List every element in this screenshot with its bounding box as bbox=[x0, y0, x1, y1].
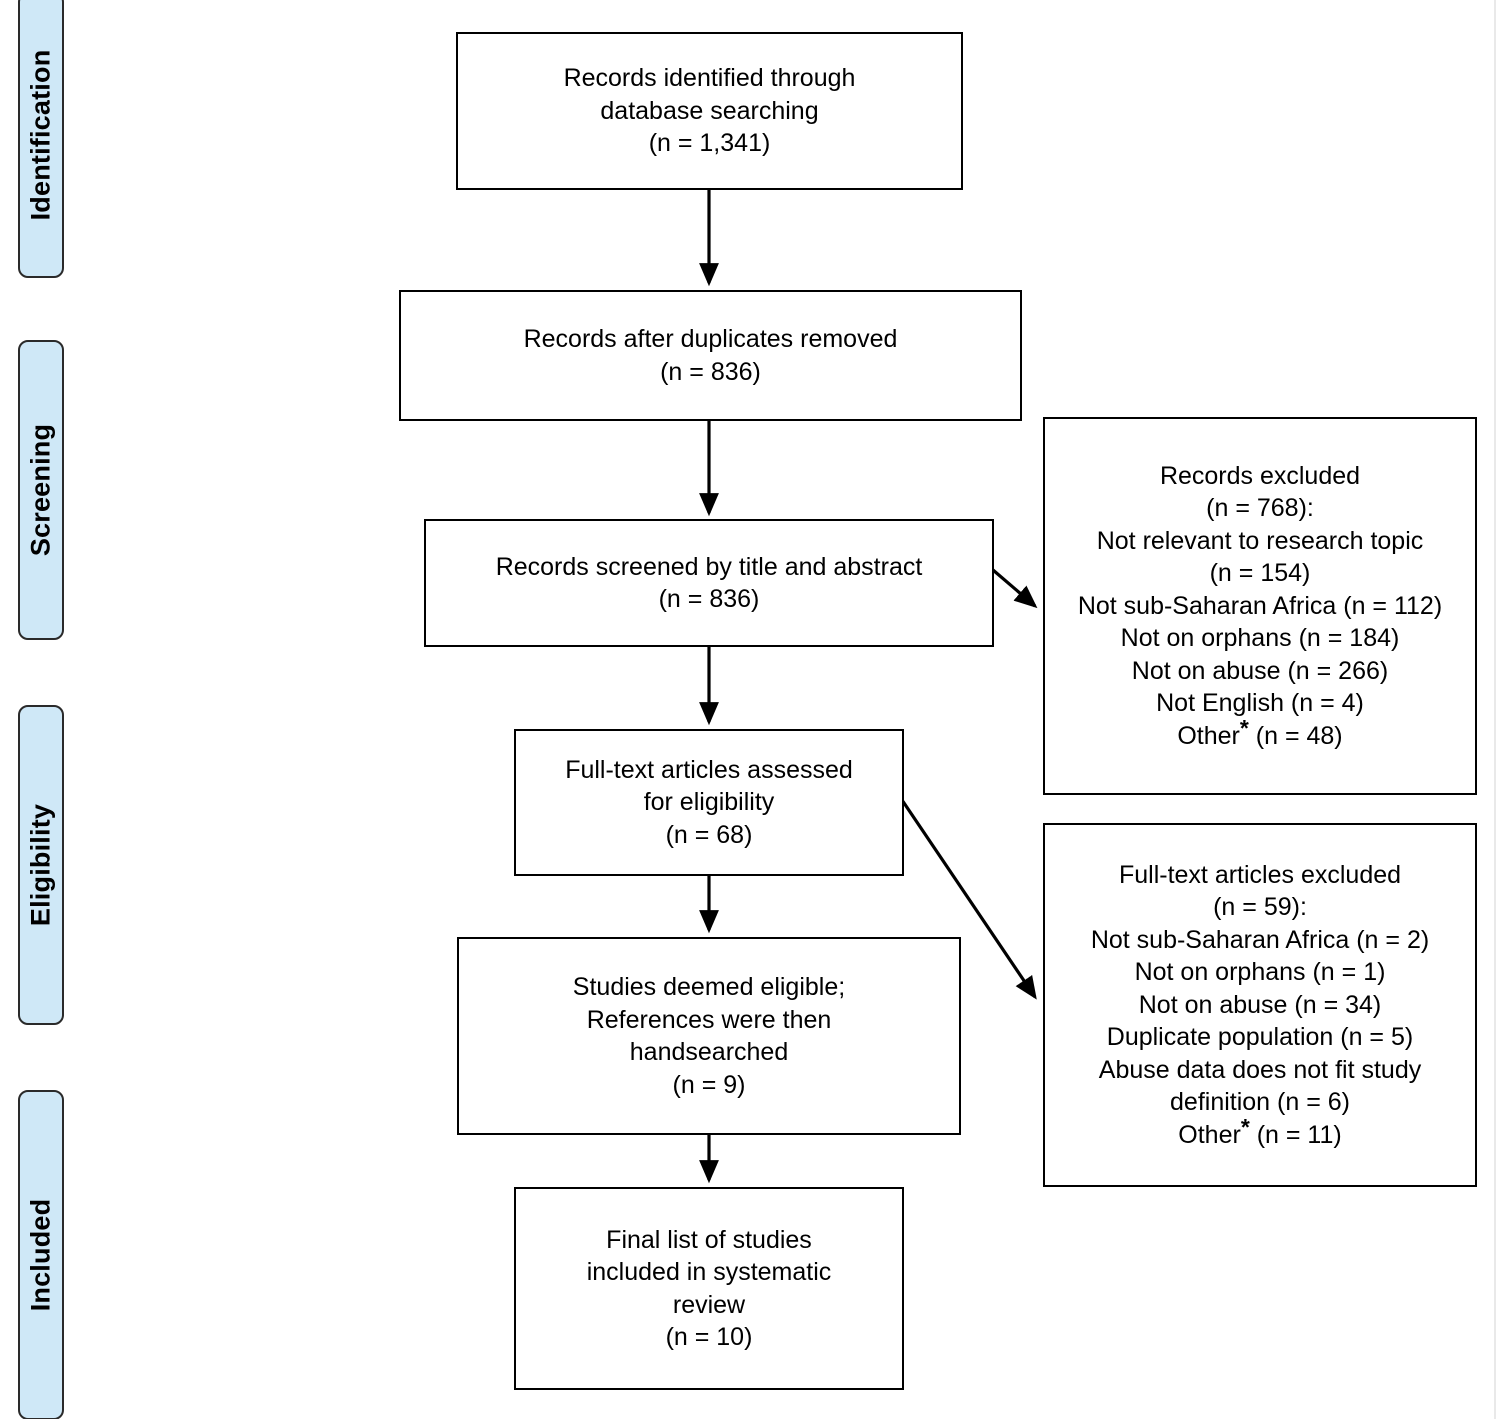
box-final-included-line-3: review bbox=[672, 1290, 746, 1319]
stage-label-eligibility-text: Eligibility bbox=[25, 803, 56, 927]
box-records-after-duplicates-line-1: Records after duplicates removed bbox=[523, 325, 898, 353]
box-studies-eligible bbox=[457, 937, 961, 1135]
box-fulltext-assessed-line-3: (n = 68) bbox=[665, 820, 753, 849]
box-studies-eligible-line-1: Studies deemed eligible; bbox=[572, 973, 846, 1001]
stage-label-included-text: Included bbox=[25, 1198, 56, 1312]
box-records-excluded-line-5: Not sub-Saharan Africa (n = 112) bbox=[1077, 591, 1443, 620]
box-records-excluded-line-8: Not English (n = 4) bbox=[1156, 689, 1364, 718]
stage-label-screening-text: Screening bbox=[25, 423, 56, 557]
box-final-included-line-1: Final list of studies bbox=[606, 1225, 812, 1254]
box-fulltext-excluded-line-2: (n = 59): bbox=[1213, 893, 1307, 922]
box-records-excluded-line-2: (n = 768): bbox=[1206, 494, 1314, 523]
box-fulltext-excluded-line-5: Not on abuse (n = 34) bbox=[1138, 990, 1382, 1019]
box-fulltext-excluded-line-4: Not on orphans (n = 1) bbox=[1134, 958, 1386, 987]
box-records-identified-line-1: Records identified through bbox=[563, 64, 856, 93]
box-fulltext-assessed-line-1: Full-text articles assessed bbox=[565, 755, 853, 784]
box-final-included bbox=[514, 1187, 904, 1390]
box-fulltext-assessed-line-2: for eligibility bbox=[643, 788, 775, 817]
box-studies-eligible-line-2: References were then bbox=[586, 1005, 832, 1034]
box-records-identified bbox=[456, 32, 963, 190]
box-fulltext-excluded-line-6: Duplicate population (n = 5) bbox=[1106, 1023, 1414, 1052]
box-fulltext-excluded bbox=[1043, 823, 1477, 1187]
box-fulltext-excluded-line-1: Full-text articles excluded bbox=[1118, 860, 1402, 889]
box-records-excluded-line-9: Other* (n = 48) bbox=[1177, 714, 1343, 750]
box-records-excluded-line-1: Records excluded bbox=[1159, 461, 1361, 490]
box-records-screened-line-2: (n = 836) bbox=[658, 585, 760, 613]
asterisk-marker: * bbox=[1239, 714, 1249, 741]
box-records-screened-line-1: Records screened by title and abstract bbox=[495, 552, 923, 581]
box-fulltext-excluded-line-7: Abuse data does not fit study bbox=[1098, 1055, 1422, 1084]
box-fulltext-excluded-line-9: Other* (n = 11) bbox=[1178, 1113, 1342, 1149]
box-records-identified-line-2: database searching bbox=[600, 96, 819, 125]
box-fulltext-excluded-line-3: Not sub-Saharan Africa (n = 2) bbox=[1090, 925, 1430, 954]
box-records-excluded-line-4: (n = 154) bbox=[1209, 559, 1311, 588]
box-studies-eligible-line-3: handsearched bbox=[629, 1038, 789, 1066]
stage-label-included bbox=[18, 1090, 64, 1419]
stage-label-identification bbox=[18, 0, 64, 278]
arrow-screened-to-records-excluded bbox=[993, 570, 1035, 606]
box-fulltext-assessed bbox=[514, 729, 904, 876]
box-records-identified-line-3: (n = 1,341) bbox=[648, 129, 771, 158]
box-records-excluded bbox=[1043, 417, 1477, 795]
box-records-excluded-line-6: Not on orphans (n = 184) bbox=[1120, 624, 1400, 653]
box-records-screened bbox=[424, 519, 994, 647]
box-records-after-duplicates-line-2: (n = 836) bbox=[660, 357, 761, 386]
stage-label-identification-text: Identification bbox=[25, 49, 56, 221]
box-studies-eligible-line-4: (n = 9) bbox=[672, 1070, 746, 1099]
box-records-after-duplicates bbox=[399, 290, 1022, 421]
box-final-included-line-4: (n = 10) bbox=[665, 1323, 753, 1351]
stage-label-eligibility bbox=[18, 705, 64, 1025]
box-records-excluded-line-7: Not on abuse (n = 266) bbox=[1131, 656, 1389, 685]
stage-label-screening bbox=[18, 340, 64, 640]
box-records-excluded-line-3: Not relevant to research topic bbox=[1096, 526, 1424, 555]
box-final-included-line-2: included in systematic bbox=[586, 1258, 832, 1286]
asterisk-marker: * bbox=[1240, 1113, 1250, 1140]
box-fulltext-excluded-line-8: definition (n = 6) bbox=[1170, 1088, 1350, 1117]
